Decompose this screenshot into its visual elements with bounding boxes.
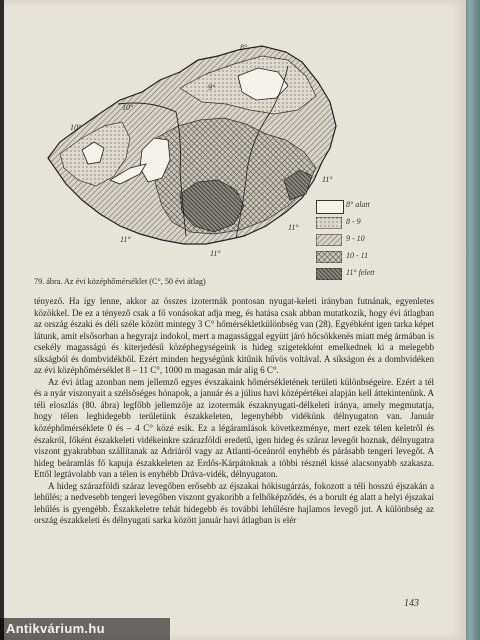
book-spine (464, 0, 480, 640)
legend-label: 10 - 11 (346, 251, 369, 260)
isotherm-label: 8° (240, 43, 248, 52)
figure-caption: 79. ábra. Az évi középhőmérséklet (C°, 50 évi átlag) (34, 277, 206, 286)
legend-label: 9 - 10 (346, 234, 365, 243)
legend-item (316, 199, 406, 215)
legend-item (316, 250, 406, 266)
legend-swatch (316, 234, 342, 246)
page-number: 143 (404, 598, 419, 609)
legend-swatch (316, 200, 344, 214)
paragraph: tényező. Ha így lenne, akkor az összes izotermák pontosan nyugat-keleti irányban futnának, egyenletes közökkel. De ez a tényező csak a fő vonásokat adja meg, és hatása csak abban mutatkozik, hogy évi átlagban az ország északi és déli széle között mintegy 3 C° hőmérsékletkülönbség van (28). Egyébként igen tarka képet látunk, amit elsősorban a hegyrajz indokol, mert a magassággal együtt járó hőcsökkenés miatt még ármában is csekély magasságú és kiterjedésű középhegységeink is hideg szigetekként emelkednek ki a melegebb síkságból és dombvidékből. Ezért minden hegységünk kitűnik hűvös voltával. A síkságon és a dombvidéken az évi középhőmérséklet 8 – 11 C°, 1000 m magasan már alig 6 C°. (34, 296, 434, 376)
map-legend (316, 199, 406, 284)
legend-label: 8° alatt (346, 200, 370, 209)
isotherm-label: 11° (210, 249, 221, 258)
legend-label: 11° felett (346, 268, 375, 277)
legend-item (316, 267, 406, 283)
body-text (34, 296, 434, 527)
watermark-logo: Antikvárium.hu (0, 618, 170, 640)
temperature-map (30, 30, 350, 275)
legend-swatch (316, 217, 342, 229)
paragraph: Az évi átlag azonban nem jellemző egyes évszakaink hőmérsékletének területi különbségeire. Ezért a tél és a nyár viszonyait a szélsőséges hónapok, a január és a július havi középértékei alapján kell áttekintenünk. A téli eloszlás (80. ábra) legfőbb jellemzője az izotermák északnyugati-délkeleti iránya, amely megmutatja, hogy télen leghidegebb területünk északkeleten, legenyhébb vidékünk délnyugaton van. Január középhőmérséklete 0 és – 4 C° közé esik. Ez a légáramlások következménye, mert ezek télen keletről és északról, főként északkeleti vidékeinkre szárazföldi eredetű, igen hideg és száraz levegőt hoznak, délnyugatra viszont gyakrabban szállítanak az Adriáról vagy az Atlanti-óceánról enyhébb és párásabb tengeri levegőt. A hideg beáramlás fő kapuja északkeleten az Erdős-Kárpátoknak a többi résznél kissé alacsonyabb szakasza. Ettől legtávolabb van a télen is enyhébb Dráva-vidék, délnyugaton. (34, 376, 434, 480)
isotherm-label: 10° (70, 123, 82, 132)
isotherm-label: 9° (208, 83, 216, 92)
isotherm-label: 11° (288, 223, 299, 232)
legend-item (316, 233, 406, 249)
legend-swatch (316, 268, 342, 280)
isotherm-label: 11° (120, 235, 131, 244)
legend-item (316, 216, 406, 232)
legend-swatch (316, 251, 342, 263)
isotherm-label: 10° (122, 103, 134, 112)
isotherm-label: 11° (322, 175, 333, 184)
paragraph: A hideg szárazföldi száraz levegőben erősebb az éjszakai hókisugárzás, fokozott a téli hosszú éjszakán a lehűlés; a nedvesebb tengeri levegőben viszont gyakoribb a felhőképződés, és a borult ég alatt a helyi éjszakai lehűlés is gyengébb. Északkeletre tehát hidegebb és további lehűlésre hajlamos levegő jut. A különbség az ország északkeleti és délnyugati sarka között január havi átlagban is elér (34, 480, 434, 526)
legend-label: 8 - 9 (346, 217, 361, 226)
book-page (4, 0, 466, 640)
